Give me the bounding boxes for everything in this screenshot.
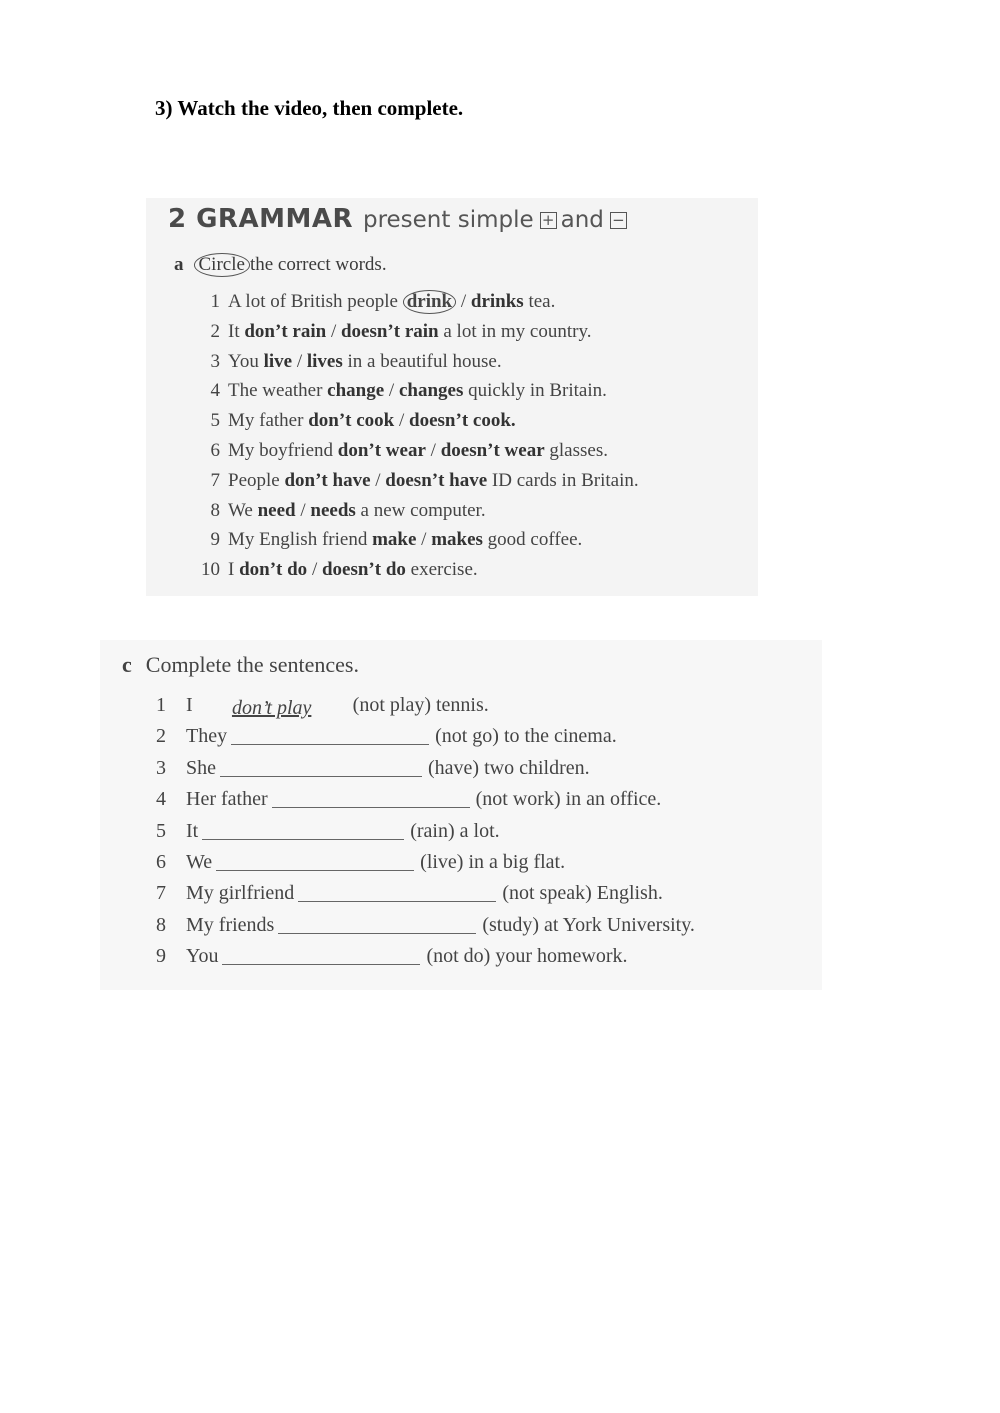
instruction-text: the correct words. [249, 254, 387, 275]
option-1[interactable]: don’t rain [244, 320, 327, 342]
list-item [156, 753, 695, 784]
sentence-start: It [228, 320, 240, 342]
sentence-start: My English friend [228, 529, 368, 551]
exercise-a-list [190, 287, 639, 585]
option-1[interactable]: drink [403, 290, 456, 314]
item-number: 3 [156, 756, 166, 779]
item-number: 1 [210, 291, 220, 312]
option-2[interactable]: lives [306, 350, 343, 372]
answer-blank[interactable] [216, 850, 414, 871]
sentence-start: We [228, 499, 253, 521]
option-2[interactable]: doesn’t rain [340, 320, 439, 342]
option-1[interactable]: change [327, 380, 385, 402]
section-heading [168, 204, 631, 234]
list-item [156, 816, 695, 847]
answer-blank[interactable] [222, 944, 420, 965]
sentence-end: (study) at York University. [482, 913, 695, 936]
option-2[interactable]: doesn’t cook. [409, 410, 516, 432]
option-1[interactable]: don’t do [239, 559, 308, 581]
sentence-start: I [228, 559, 235, 581]
sentence-end: good coffee. [487, 529, 583, 551]
exercise-panel-complete [100, 640, 822, 990]
list-item [190, 347, 639, 377]
option-separator: / [399, 410, 405, 432]
option-separator: / [460, 291, 467, 312]
sentence-end: (not speak) English. [502, 882, 663, 905]
option-1[interactable]: make [372, 529, 417, 551]
exercise-c-list [156, 690, 695, 973]
sentence-end: (not go) to the cinema. [435, 725, 617, 748]
item-number: 2 [210, 320, 220, 342]
option-2[interactable]: doesn’t wear [440, 439, 545, 461]
sentence-end: tea. [528, 291, 556, 312]
answer-blank[interactable] [231, 724, 429, 745]
sentence-start: My girlfriend [186, 882, 295, 905]
section-number: 2 [168, 204, 187, 234]
item-number: 5 [156, 819, 166, 842]
sentence-start: She [186, 756, 216, 779]
list-item [156, 878, 695, 909]
exercise-a-instruction [174, 253, 387, 277]
list-item [190, 466, 639, 496]
sentence-start: The weather [228, 380, 323, 402]
answer-blank[interactable] [278, 913, 476, 934]
list-item [156, 847, 695, 878]
sentence-end: a lot in my country. [443, 320, 592, 342]
list-item [190, 317, 639, 347]
item-number: 4 [156, 788, 166, 811]
and-text: and [560, 207, 604, 233]
sentence-start: It [186, 819, 199, 842]
list-item [190, 406, 639, 436]
option-2[interactable]: needs [310, 499, 356, 521]
list-item [156, 784, 695, 815]
option-1[interactable]: don’t have [284, 469, 371, 491]
sentence-end: (not do) your homework. [426, 945, 628, 968]
option-separator: / [388, 380, 395, 402]
sentence-end: ID cards in Britain. [491, 469, 639, 491]
list-item [190, 555, 639, 585]
sentence-end: glasses. [549, 439, 608, 461]
option-2[interactable]: changes [398, 380, 464, 402]
option-1[interactable]: live [263, 350, 293, 372]
option-1[interactable]: don’t cook [308, 410, 395, 432]
item-number: 9 [210, 529, 220, 551]
item-number: 6 [156, 850, 166, 873]
exercise-letter: c [122, 652, 132, 677]
exercise-letter: a [174, 254, 184, 275]
sentence-end: a new computer. [360, 499, 486, 521]
sentence-end: (not play) tennis. [352, 694, 489, 716]
option-2[interactable]: doesn’t have [385, 469, 488, 491]
option-separator: / [430, 439, 436, 461]
sentence-end: (not work) in an office. [475, 788, 662, 811]
list-item [190, 496, 639, 526]
item-number: 10 [201, 559, 220, 581]
sentence-start: People [228, 469, 280, 491]
option-separator: / [300, 499, 306, 521]
sentence-end: in a beautiful house. [347, 350, 502, 372]
sentence-end: (live) in a big flat. [420, 850, 566, 873]
item-number: 1 [156, 694, 166, 716]
worksheet-instruction: 3) Watch the video, then complete. [155, 96, 464, 120]
sentence-start: A lot of British people [228, 291, 398, 312]
sentence-start: Her father [186, 788, 268, 811]
answer-blank[interactable] [202, 819, 404, 840]
sentence-end: (have) two children. [428, 756, 590, 779]
sentence-start: My boyfriend [228, 439, 334, 461]
exercise-panel-grammar [146, 198, 758, 596]
plus-box-icon: + [540, 212, 557, 229]
item-number: 8 [210, 499, 220, 521]
item-number: 7 [156, 882, 166, 905]
option-2[interactable]: makes [431, 529, 483, 551]
list-item [190, 525, 639, 555]
option-separator: / [375, 469, 381, 491]
sentence-start: My father [228, 410, 304, 432]
list-item [156, 941, 695, 972]
sentence-start: They [186, 725, 228, 748]
option-separator: / [311, 559, 318, 581]
item-number: 6 [210, 439, 220, 461]
answer-blank[interactable] [220, 756, 422, 777]
list-item [190, 287, 639, 317]
sentence-start: My friends [186, 913, 275, 936]
sentence-end: (rain) a lot. [410, 819, 500, 842]
item-number: 5 [210, 410, 220, 432]
list-item [190, 436, 639, 466]
option-2[interactable]: doesn’t do [321, 559, 406, 581]
section-subtitle: present simple [362, 207, 534, 233]
item-number: 7 [210, 469, 220, 491]
option-separator: / [330, 320, 337, 342]
sentence-end: quickly in Britain. [468, 380, 607, 402]
item-number: 9 [156, 945, 166, 968]
sentence-end: exercise. [410, 559, 478, 581]
item-number: 8 [156, 913, 166, 936]
section-title: GRAMMAR [196, 204, 353, 234]
option-separator: / [296, 350, 303, 372]
answer-blank[interactable] [298, 881, 496, 902]
item-number: 4 [210, 380, 220, 402]
exercise-c-instruction [122, 652, 359, 678]
option-1[interactable]: need [257, 499, 296, 521]
circled-word: Circle [194, 253, 250, 277]
answer-blank[interactable]: don’t play [231, 697, 312, 719]
list-item [190, 376, 639, 406]
sentence-start: We [186, 850, 213, 873]
sentence-start: You [228, 350, 259, 372]
sentence-start: You [186, 945, 219, 968]
minus-box-icon: − [610, 212, 627, 229]
list-item [156, 690, 695, 721]
option-separator: / [421, 529, 427, 551]
answer-blank[interactable] [272, 787, 470, 808]
list-item [156, 910, 695, 941]
instruction-text: Complete the sentences. [145, 652, 359, 677]
item-number: 3 [210, 350, 220, 372]
item-number: 2 [156, 725, 166, 748]
sentence-start: I [186, 694, 193, 716]
option-1[interactable]: don’t wear [337, 439, 426, 461]
list-item [156, 721, 695, 752]
option-2[interactable]: drinks [470, 291, 524, 312]
